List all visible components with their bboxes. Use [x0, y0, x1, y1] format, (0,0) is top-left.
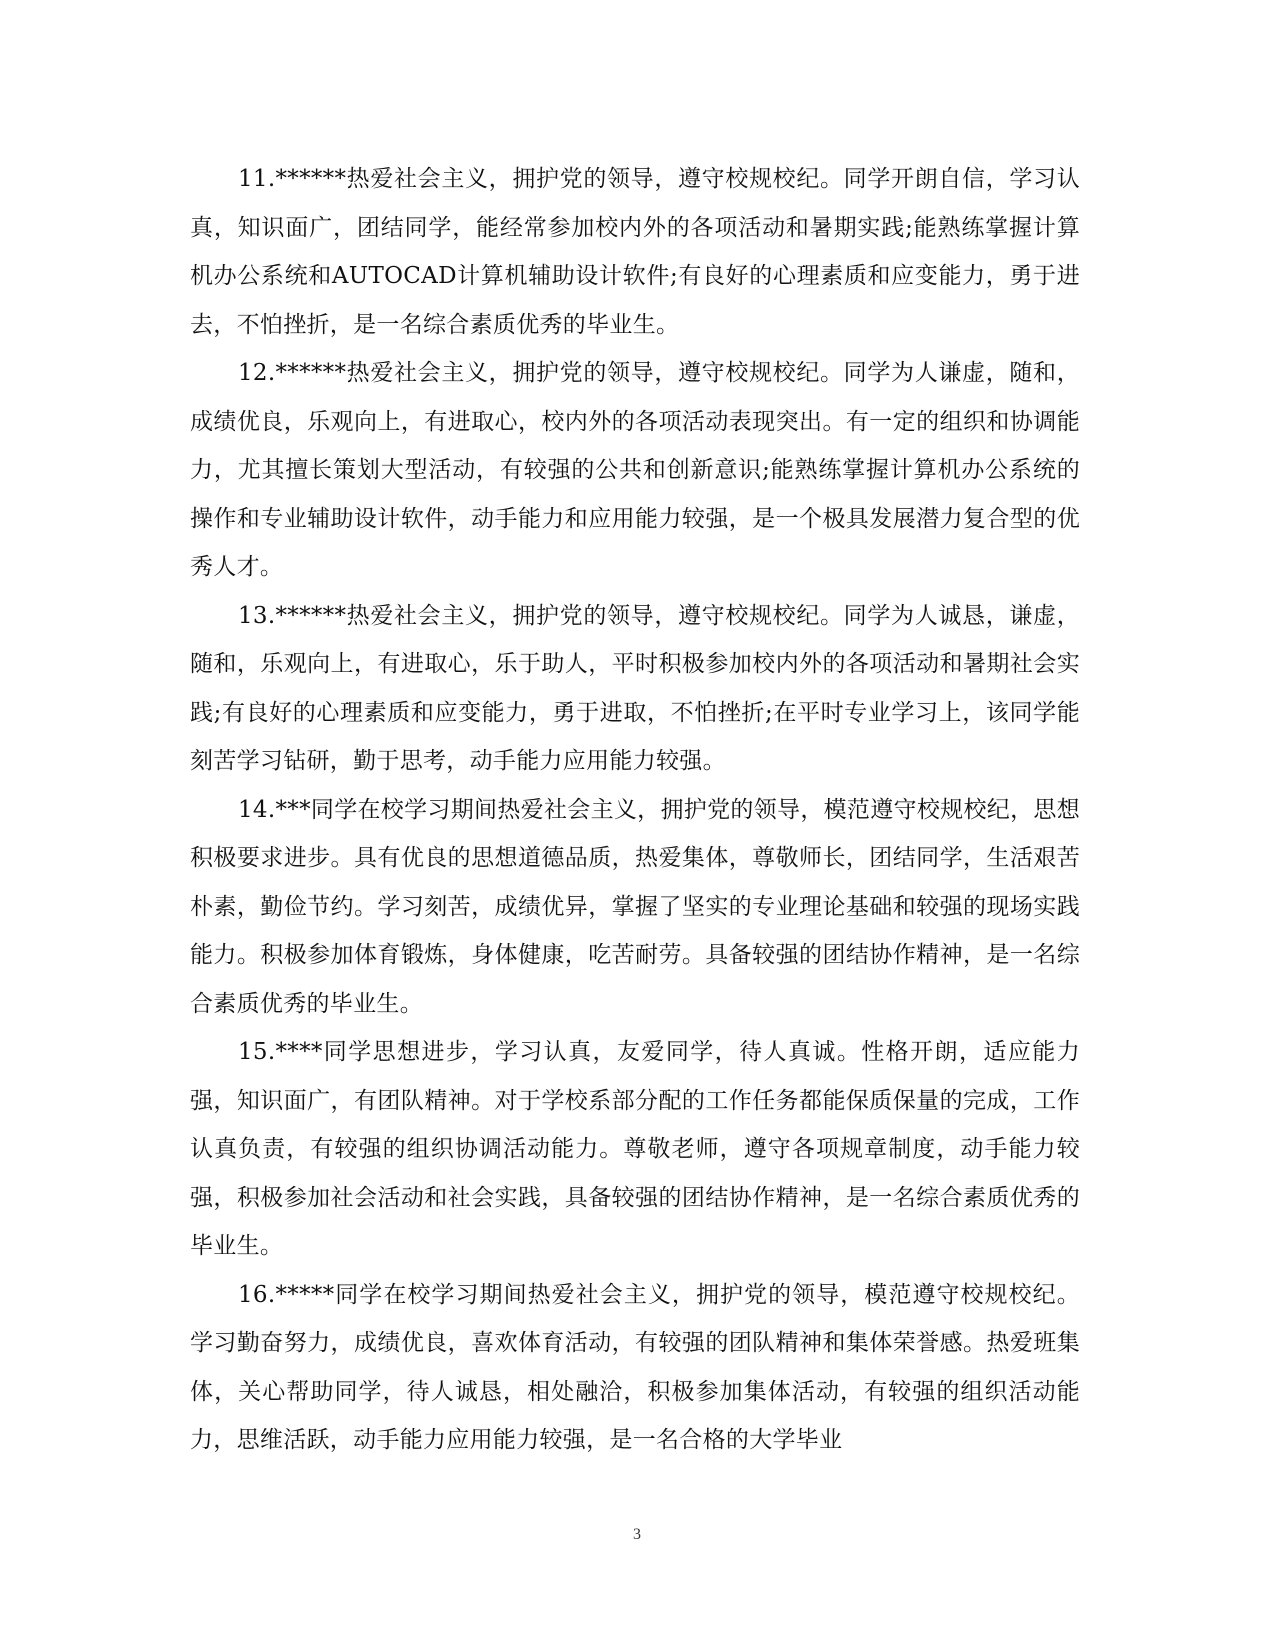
document-body — [190, 155, 1080, 1465]
paragraph-14: 14.***同学在校学习期间热爱社会主义，拥护党的领导，模范遵守校规校纪，思想积极要求进步。具有优良的思想道德品质，热爱集体，尊敬师长，团结同学，生活艰苦朴素，勤俭节约。学习刻苦，成绩优异，掌握了坚实的专业理论基础和较强的现场实践能力。积极参加体育锻炼，身体健康，吃苦耐劳。具备较强的团结协作精神，是一名综合素质优秀的毕业生。 — [190, 796, 1080, 1017]
paragraph-11: 11.******热爱社会主义，拥护党的领导，遵守校规校纪。同学开朗自信，学习认真，知识面广，团结同学，能经常参加校内外的各项活动和暑期实践;能熟练掌握计算机办公系统和AUTOCAD计算机辅助设计软件;有良好的心理素质和应变能力，勇于进去，不怕挫折，是一名综合素质优秀的毕业生。 — [190, 166, 1080, 338]
paragraph-15: 15.****同学思想进步，学习认真，友爱同学，待人真诚。性格开朗，适应能力强，知识面广，有团队精神。对于学校系部分配的工作任务都能保质保量的完成，工作认真负责，有较强的组织协调活动能力。尊敬老师，遵守各项规章制度，动手能力较强，积极参加社会活动和社会实践，具备较强的团结协作精神，是一名综合素质优秀的毕业生。 — [190, 1039, 1080, 1259]
paragraph-12: 12.******热爱社会主义，拥护党的领导，遵守校规校纪。同学为人谦虚，随和，成绩优良，乐观向上，有进取心，校内外的各项活动表现突出。有一定的组织和协调能力，尤其擅长策划大型活动，有较强的公共和创新意识;能熟练掌握计算机办公系统的操作和专业辅助设计软件，动手能力和应用能力较强，是一个极具发展潜力复合型的优秀人才。 — [190, 360, 1080, 580]
paragraph-13: 13.******热爱社会主义，拥护党的领导，遵守校规校纪。同学为人诚恳，谦虚，随和，乐观向上，有进取心，乐于助人，平时积极参加校内外的各项活动和暑期社会实践;有良好的心理素质和应变能力，勇于进取，不怕挫折;在平时专业学习上，该同学能刻苦学习钻研，勤于思考，动手能力应用能力较强。 — [190, 602, 1080, 774]
page-number: 3 — [633, 1526, 641, 1543]
paragraph-16: 16.*****同学在校学习期间热爱社会主义，拥护党的领导，模范遵守校规校纪。学习勤奋努力，成绩优良，喜欢体育活动，有较强的团队精神和集体荣誉感。热爱班集体，关心帮助同学，待人诚恳，相处融洽，积极参加集体活动，有较强的组织活动能力，思维活跃，动手能力应用能力较强，是一名合格的大学毕业 — [190, 1281, 1080, 1453]
